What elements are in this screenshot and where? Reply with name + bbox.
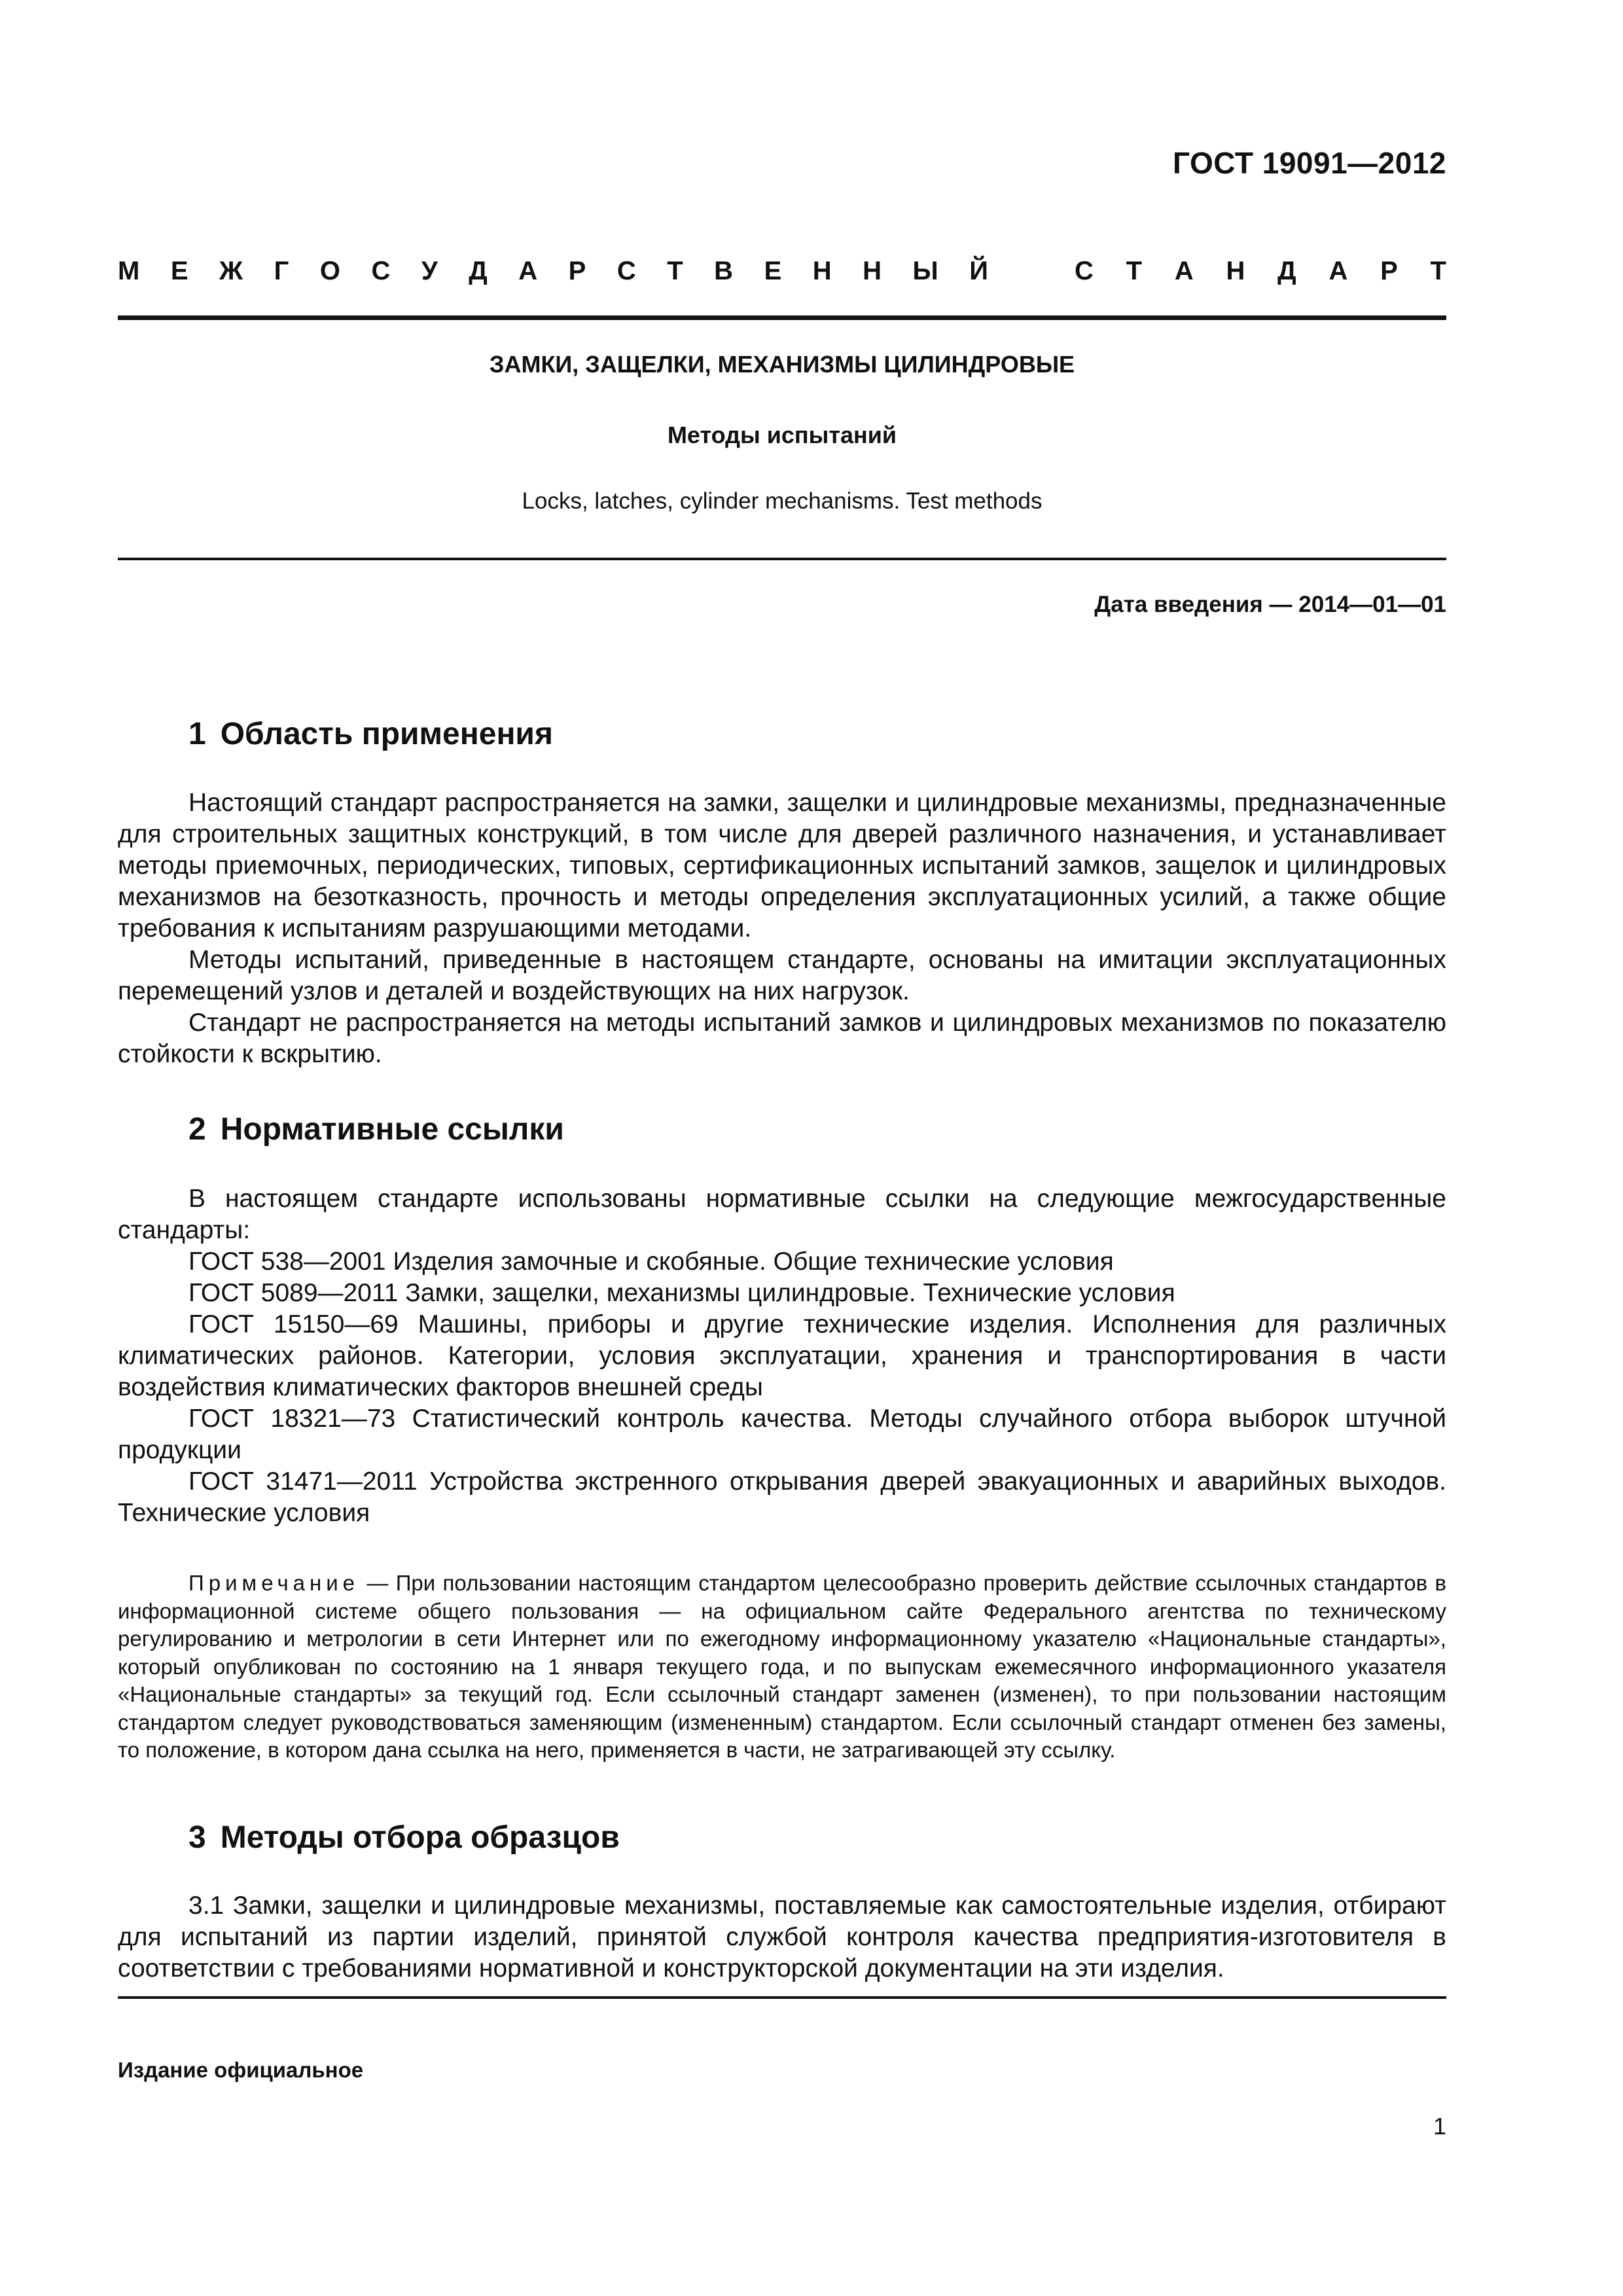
standard-type-heading <box>118 257 1446 286</box>
section-1-heading <box>188 716 553 752</box>
standard-type-letter: С <box>1075 257 1094 285</box>
standard-type-letter: Т <box>667 257 683 285</box>
standard-type-letter: С <box>371 257 391 285</box>
reference-item: ГОСТ 15150—69 Машины, приборы и другие технические изделия. Исполнения для различных климатических районов. Категории, условия эксплуатации, хранения и транспортирования в части воздействия климатических факторов внешней среды <box>118 1310 1446 1401</box>
standard-type-letter: Е <box>764 257 782 285</box>
section-3-heading <box>188 1820 620 1856</box>
note-text: — При пользовании настоящим стандартом целесообразно проверить действие ссылочных стандартов в информационной системе общего пользования — на официальном сайте Федерального агентства по техническому регулированию и метрологии в сети Интернет или по ежегодному информационному указателю «Национальные стандарты», который опубликован по состоянию на 1 января текущего года, и по выпускам ежемесячного информационного указателя «Национальные стандарты» за текущий год. Если ссылочный стандарт заменен (изменен), то при пользовании настоящим стандартом следует руководствоваться заменяющим (измененным) стандартом. Если ссылочный стандарт отменен без замены, то положение, в котором дана ссылка на него, применяется в части, не затрагивающей эту ссылку. <box>118 1571 1446 1762</box>
standard-type-letter: Ы <box>912 257 938 285</box>
section-number: 2 <box>188 1112 206 1147</box>
standard-type-letter: А <box>1329 257 1348 285</box>
section-1-paragraph-1: Настоящий стандарт распространяется на замки, защелки и цилиндровые механизмы, предназначенные для строительных защитных конструкций, в том числе для дверей различного назначения, и устанавливает методы приемочных, периодических, типовых, сертификационных испытаний замков, защелок и цилиндровых механизмов на безотказность, прочность и методы определения эксплуатационных усилий, а также общие требования к испытаниям разрушающими методами. <box>118 789 1446 942</box>
standard-type-letter: Й <box>969 257 988 285</box>
document-title-english: Locks, latches, cylinder mechanisms. Test methods <box>522 488 1043 514</box>
standard-type-letter: Г <box>274 257 289 285</box>
document-title: ЗАМКИ, ЗАЩЕЛКИ, МЕХАНИЗМЫ ЦИЛИНДРОВЫЕ <box>489 351 1075 378</box>
standard-type-letter: С <box>616 257 636 285</box>
standard-type-letter: У <box>421 257 438 285</box>
section-title: Область применения <box>220 717 553 751</box>
edition-label: Издание официальное <box>118 2058 364 2082</box>
standard-type-letter: Н <box>863 257 882 285</box>
standard-type-letter: О <box>319 257 340 285</box>
standard-type-letter: Д <box>469 257 488 285</box>
section-1-paragraph-2: Методы испытаний, приведенные в настоящем стандарте, основаны на имитации эксплуатационных перемещений узлов и деталей и воздействующих на них нагрузок. <box>118 946 1446 1005</box>
section-number: 3 <box>188 1820 206 1855</box>
standard-type-letter: Т <box>1430 257 1446 285</box>
section-1-paragraph-3: Стандарт не распространяется на методы испытаний замков и цилиндровых механизмов по показателю стойкости к вскрытию. <box>118 1009 1446 1068</box>
section-title: Нормативные ссылки <box>220 1112 564 1147</box>
reference-item: ГОСТ 538—2001 Изделия замочные и скобяные. Общие технические условия <box>188 1247 1114 1276</box>
standard-type-letter: Р <box>1380 257 1398 285</box>
standard-type-letter: Е <box>170 257 188 285</box>
section-number: 1 <box>188 717 206 751</box>
document-page <box>118 0 1446 2296</box>
page-number: 1 <box>1433 2113 1446 2140</box>
section-3-paragraph-1: 3.1 Замки, защелки и цилиндровые механизмы, поставляемые как самостоятельные изделия, отбирают для испытаний из партии изделий, принятой службой контроля качества предприятия-изготовителя в соответствии с требованиями нормативной и конструкторской документации на эти изделия. <box>118 1892 1446 1982</box>
standard-type-word-1 <box>118 257 988 286</box>
section-2-heading <box>188 1111 564 1147</box>
standard-type-letter: Н <box>812 257 832 285</box>
standard-type-word-2 <box>1075 257 1446 286</box>
document-number: ГОСТ 19091—2012 <box>1173 146 1446 180</box>
section-title: Методы отбора образцов <box>220 1820 620 1855</box>
title-divider <box>118 558 1446 560</box>
document-subtitle: Методы испытаний <box>667 422 897 448</box>
standard-type-letter: М <box>118 257 140 285</box>
standard-type-letter: Н <box>1226 257 1245 285</box>
introduction-date: Дата введения — 2014—01—01 <box>1094 592 1446 617</box>
section-2-note <box>118 1570 1446 1765</box>
section-2-intro: В настоящем стандарте использованы нормативные ссылки на следующие межгосударственные стандарты: <box>118 1185 1446 1244</box>
reference-item: ГОСТ 5089—2011 Замки, защелки, механизмы цилиндровые. Технические условия <box>188 1279 1175 1307</box>
standard-type-letter: Т <box>1126 257 1143 285</box>
standard-type-letter: А <box>1174 257 1194 285</box>
standard-type-letter: Д <box>1277 257 1296 285</box>
footer-divider <box>118 1996 1446 1999</box>
standard-type-letter: А <box>518 257 538 285</box>
standard-type-letter: Р <box>568 257 586 285</box>
standard-type-letter: Ж <box>219 257 243 285</box>
note-label: Примечание <box>188 1571 360 1595</box>
header-divider-thick <box>118 315 1446 320</box>
standard-type-letter: В <box>714 257 734 285</box>
reference-item: ГОСТ 18321—73 Статистический контроль качества. Методы случайного отбора выборок штучной продукции <box>118 1405 1446 1464</box>
reference-item: ГОСТ 31471—2011 Устройства экстренного открывания дверей эвакуационных и аварийных выходов. Технические условия <box>118 1467 1446 1527</box>
